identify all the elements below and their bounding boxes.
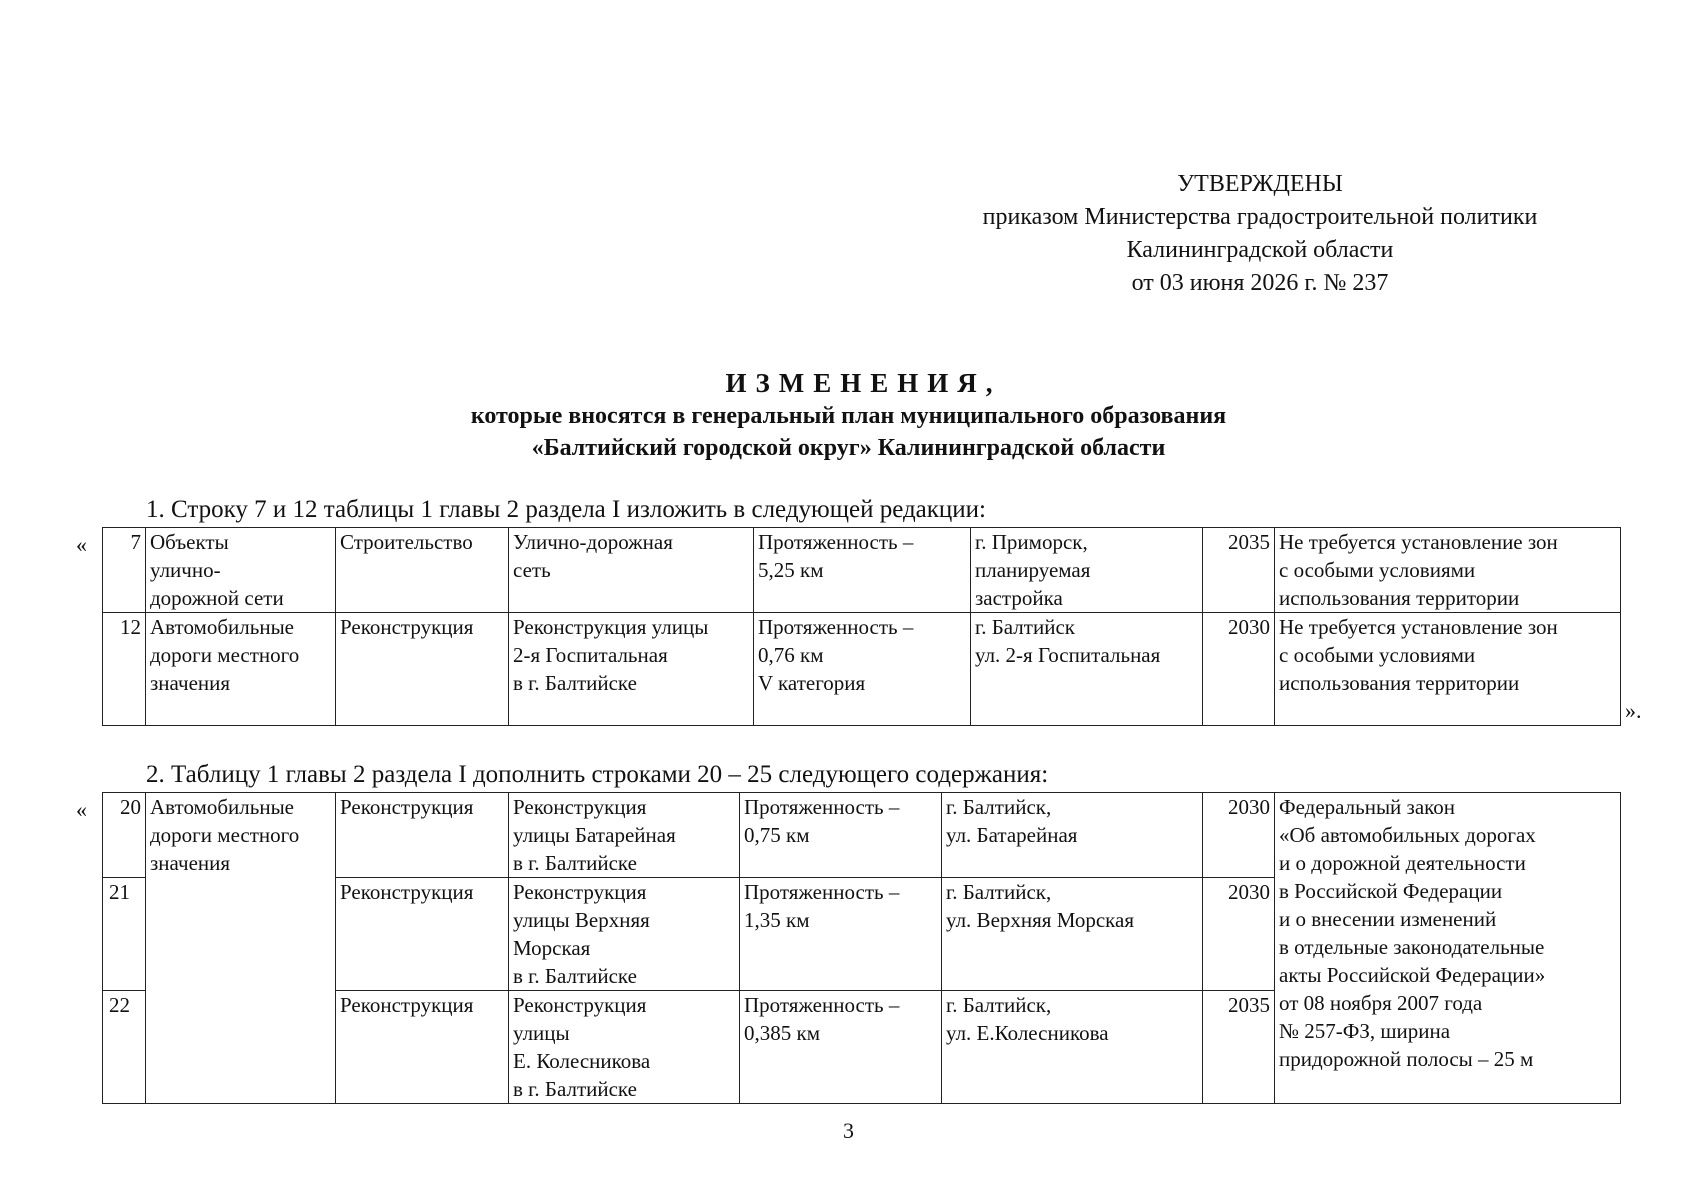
zones-line: в отдельные законодательные <box>1279 935 1545 959</box>
zones-line: акты Российской Федерации» <box>1279 963 1546 987</box>
title-sub-2: «Балтийский городской округ» Калининградской области <box>531 435 1166 461</box>
name-line: в г. Балтийске <box>513 964 637 988</box>
location-line: ул. 2-я Госпитальная <box>975 643 1161 667</box>
location-line: г. Балтийск, <box>946 880 1052 904</box>
title-main: ИЗМЕНЕНИЯ, <box>725 368 1002 398</box>
params-line: 0,385 км <box>744 1021 820 1045</box>
year-cell: 2035 <box>1203 991 1275 1104</box>
object-line: Автомобильные <box>150 615 294 639</box>
location-line: г. Приморск, <box>975 530 1088 554</box>
work-type-cell: Реконструкция <box>336 793 509 878</box>
zones-line: и о внесении изменений <box>1279 907 1497 931</box>
year-cell: 2030 <box>1203 613 1275 726</box>
table-row <box>103 613 1621 726</box>
section-1-close-quote: ». <box>1625 698 1642 723</box>
name-line: улицы Верхняя <box>513 908 650 932</box>
zones-line: в Российской Федерации <box>1279 879 1503 903</box>
params-cell <box>754 613 971 726</box>
params-line: Протяженность – <box>744 880 900 904</box>
name-line: улицы Батарейная <box>513 823 676 847</box>
zones-line: придорожной полосы – 25 м <box>1279 1047 1534 1071</box>
table-row <box>103 528 1621 613</box>
params-cell <box>754 528 971 613</box>
zones-line: с особыми условиями <box>1279 558 1476 582</box>
work-type-cell: Реконструкция <box>336 613 509 726</box>
row-number: 7 <box>103 528 146 613</box>
zones-line: Не требуется установление зон <box>1279 530 1558 554</box>
name-line: в г. Балтийске <box>513 851 637 875</box>
location-line: застройка <box>975 586 1063 610</box>
params-line: 5,25 км <box>758 558 824 582</box>
params-cell <box>740 793 942 878</box>
row-number: 22 <box>103 991 146 1104</box>
work-type-cell: Реконструкция <box>336 878 509 991</box>
location-line: планируемая <box>975 558 1091 582</box>
approval-block <box>900 168 1620 300</box>
section-2-heading: 2. Таблицу 1 главы 2 раздела I дополнить строками 20 – 25 следующего содержания: <box>146 761 1049 788</box>
year-cell: 2030 <box>1203 793 1275 878</box>
location-line: ул. Батарейная <box>946 823 1078 847</box>
params-line: Протяженность – <box>758 615 914 639</box>
zones-line: Не требуется установление зон <box>1279 615 1558 639</box>
name-line: Реконструкция <box>513 880 647 904</box>
title-sub-1: которые вносятся в генеральный план муниципального образования <box>470 403 1227 429</box>
row-number: 20 <box>103 793 146 878</box>
params-line: 1,35 км <box>744 908 810 932</box>
params-cell <box>740 878 942 991</box>
object-cell <box>146 613 336 726</box>
name-line: Реконструкция <box>513 795 647 819</box>
params-line: Протяженность – <box>744 993 900 1017</box>
name-cell <box>509 528 754 613</box>
approval-line-4: от 03 июня 2026 г. № 237 <box>1131 270 1389 296</box>
table-section-1 <box>102 527 1621 726</box>
zones-line: использования территории <box>1279 586 1520 610</box>
name-cell <box>509 613 754 726</box>
location-line: г. Балтийск, <box>946 993 1052 1017</box>
table-section-2 <box>102 792 1621 1104</box>
location-cell <box>971 528 1203 613</box>
params-line: Протяженность – <box>744 795 900 819</box>
name-line: Улично-дорожная <box>513 530 673 554</box>
location-cell <box>971 613 1203 726</box>
object-line: дорожной сети <box>150 586 284 610</box>
location-line: ул. Е.Колесникова <box>946 1021 1109 1045</box>
zones-cell <box>1275 528 1621 613</box>
location-cell <box>942 878 1203 991</box>
section-2-open-quote: « <box>76 797 87 822</box>
name-line: Морская <box>513 936 591 960</box>
zones-line: от 08 ноября 2007 года <box>1279 991 1483 1015</box>
work-type-cell: Реконструкция <box>336 991 509 1104</box>
zones-line: «Об автомобильных дорогах <box>1279 823 1536 847</box>
name-line: Е. Колесникова <box>513 1049 651 1073</box>
work-type-cell: Строительство <box>336 528 509 613</box>
zones-line: с особыми условиями <box>1279 643 1476 667</box>
row-number: 12 <box>103 613 146 726</box>
params-cell <box>740 991 942 1104</box>
name-cell <box>509 878 740 991</box>
params-line: Протяженность – <box>758 530 914 554</box>
row-number: 21 <box>103 878 146 991</box>
table-row <box>103 793 1621 878</box>
section-1-open-quote: « <box>76 532 87 557</box>
name-line: 2-я Госпитальная <box>513 643 668 667</box>
approval-line-3: Калининградской области <box>1126 237 1394 263</box>
location-line: г. Балтийск <box>975 615 1075 639</box>
name-line: улицы <box>513 1021 570 1045</box>
approval-line-1: УТВЕРЖДЕНЫ <box>1177 171 1343 197</box>
document-title <box>0 366 1697 464</box>
zones-cell <box>1275 613 1621 726</box>
year-cell: 2030 <box>1203 878 1275 991</box>
object-line: улично- <box>150 558 221 582</box>
object-line: дороги местного <box>150 823 300 847</box>
zones-line: использования территории <box>1279 671 1520 695</box>
object-line: дороги местного <box>150 643 300 667</box>
name-line: Реконструкция <box>513 993 647 1017</box>
object-cell <box>146 793 336 1104</box>
name-cell <box>509 991 740 1104</box>
name-line: в г. Балтийске <box>513 1077 637 1101</box>
section-1-heading: 1. Строку 7 и 12 таблицы 1 главы 2 раздела I изложить в следующей редакции: <box>146 496 987 523</box>
object-line: Автомобильные <box>150 795 294 819</box>
object-line: значения <box>150 851 231 875</box>
name-line: сеть <box>513 558 551 582</box>
page-number: 3 <box>843 1118 854 1143</box>
params-line: 0,75 км <box>744 823 810 847</box>
zones-line: № 257-ФЗ, ширина <box>1279 1019 1451 1043</box>
location-cell <box>942 991 1203 1104</box>
name-line: в г. Балтийске <box>513 671 637 695</box>
zones-cell <box>1275 793 1621 1104</box>
object-line: значения <box>150 671 231 695</box>
name-line: Реконструкция улицы <box>513 615 709 639</box>
zones-line: и о дорожной деятельности <box>1279 851 1526 875</box>
approval-line-2: приказом Министерства градостроительной политики <box>982 204 1538 230</box>
location-line: г. Балтийск, <box>946 795 1052 819</box>
location-line: ул. Верхняя Морская <box>946 908 1135 932</box>
object-line: Объекты <box>150 530 229 554</box>
year-cell: 2035 <box>1203 528 1275 613</box>
params-line: 0,76 км <box>758 643 824 667</box>
object-cell <box>146 528 336 613</box>
zones-line: Федеральный закон <box>1279 795 1456 819</box>
location-cell <box>942 793 1203 878</box>
name-cell <box>509 793 740 878</box>
params-line: V категория <box>758 671 866 695</box>
